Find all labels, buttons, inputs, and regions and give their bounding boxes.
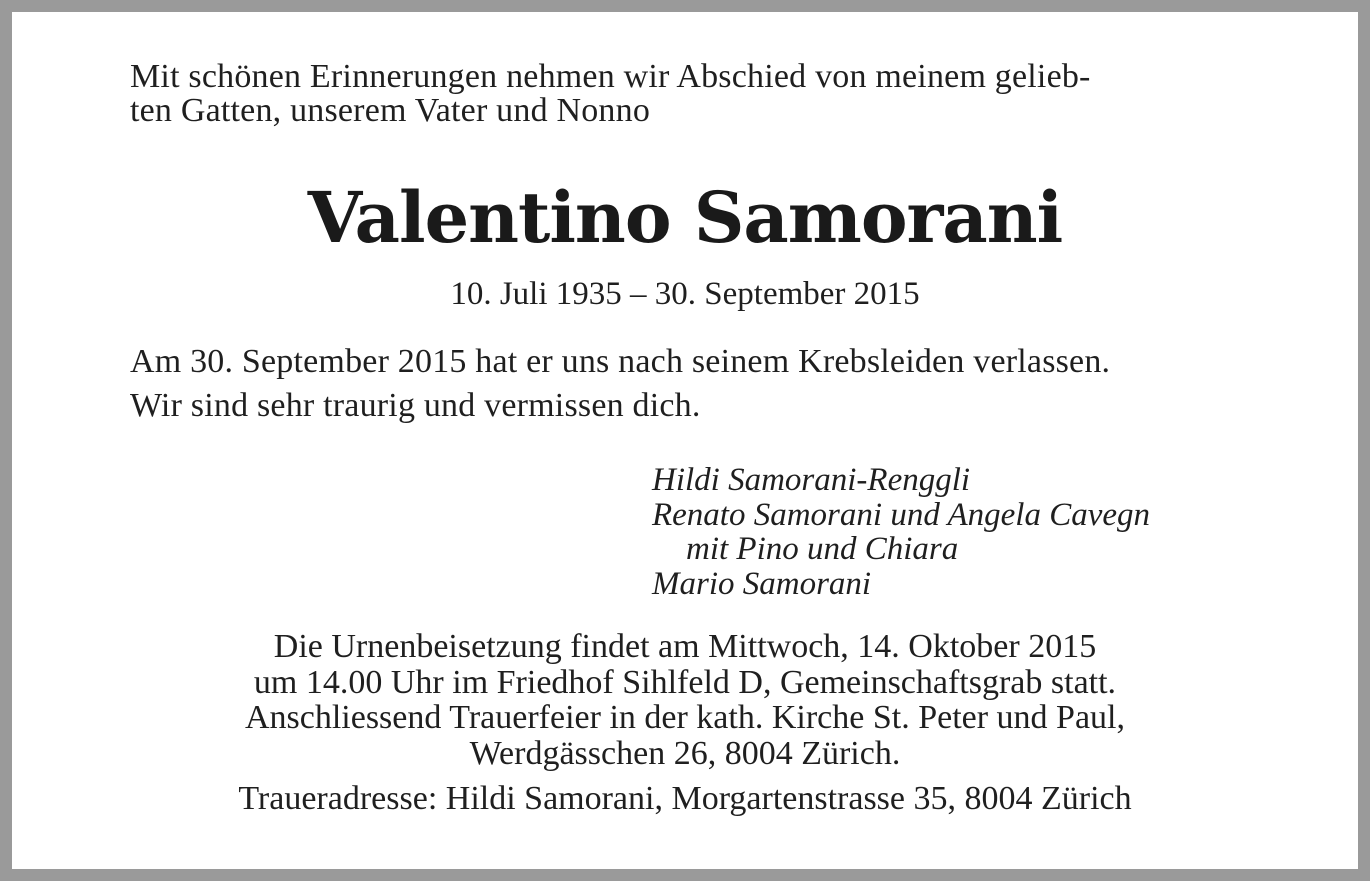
message-line-1: Am 30. September 2015 hat er uns nach seinem Krebsleiden verlassen. [130,343,1111,380]
farewell-message [130,340,1270,428]
mourners-list [652,463,1292,601]
deceased-name: Valentino Samorani [307,176,1063,259]
ceremony-line-2: um 14.00 Uhr im Friedhof Sihlfeld D, Gemeinschaftsgrab statt. [253,663,1117,701]
ceremony-line-3: Anschliessend Trauerfeier in der kath. Kirche St. Peter und Paul, [244,699,1126,736]
mourner-name: Hildi Samorani-Renggli [652,462,971,498]
intro-line-1: Mit schönen Erinnerungen nehmen wir Abschied von meinem gelieb- [130,58,1091,95]
mourner-name: mit Pino und Chiara [686,531,959,567]
message-line-2: Wir sind sehr traurig und vermissen dich. [130,387,701,424]
intro-text [130,60,1240,128]
ceremony-details [12,629,1358,771]
mourning-address: Traueradresse: Hildi Samorani, Morgartenstrasse 35, 8004 Zürich [238,780,1132,817]
obituary-notice [12,12,1358,869]
mourner-name: Mario Samorani [652,565,872,602]
ceremony-line-1: Die Urnenbeisetzung findet am Mittwoch, 14. Oktober 2015 [273,628,1097,665]
mourner-name: Renato Samorani und Angela Cavegn [652,496,1150,533]
intro-line-2: ten Gatten, unserem Vater und Nonno [130,92,651,129]
life-dates: 10. Juli 1935 – 30. September 2015 [450,276,920,312]
ceremony-line-4: Werdgässchen 26, 8004 Zürich. [469,734,901,772]
